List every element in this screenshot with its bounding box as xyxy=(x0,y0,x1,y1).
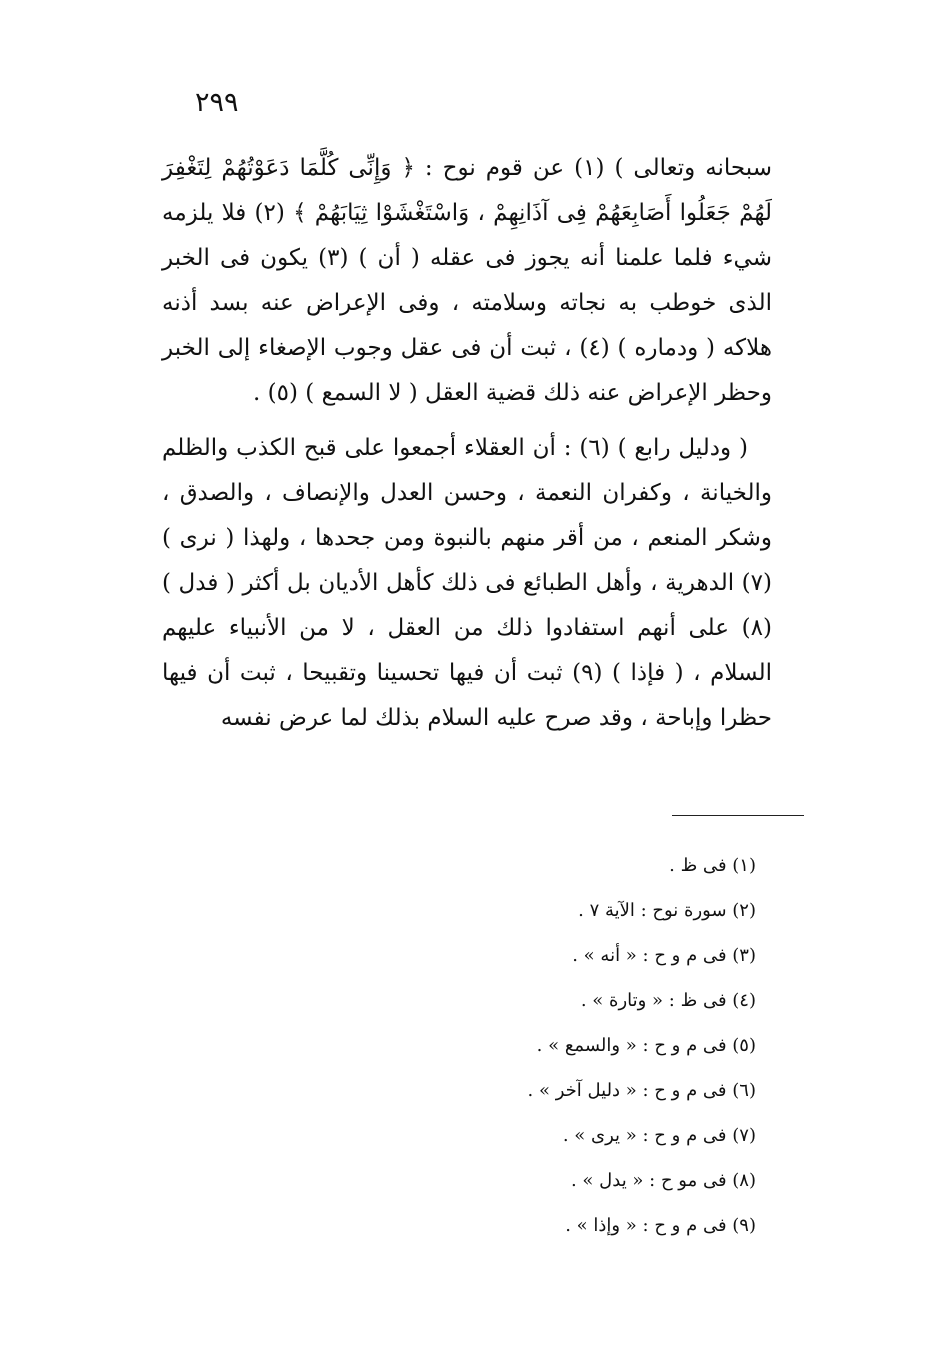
main-text xyxy=(162,146,772,741)
footnotes xyxy=(300,843,756,1248)
footnote-8: (٨) فى مو ح : « يدل » . xyxy=(570,1170,756,1191)
footnote-2: (٢) سورة نوح : الآية ٧ . xyxy=(578,900,756,921)
page-number: ٢٩٩ xyxy=(195,87,239,118)
paragraph-2: ( ودليل رابع ) (٦) : أن العقلاء أجمعوا على قبح الكذب والظلم والخيانة ، وكفران النعمة ، وحسن العدل والإنصاف ، والصدق ، وشكر المنعم ، من أقر منهم بالنبوة ومن جحدها ، ولهذا ( نرى ) (٧) الدهرية ، وأهل الطبائع فى ذلك كأهل الأديان بل أكثر ( فدل ) (٨) على أنهم استفادوا ذلك من العقل ، لا من الأنبياء عليهم السلام ، ( فإذا ) (٩) ثبت أن فيها تحسينا وتقبيحا ، ثبت أن فيها حظرا وإباحة ، وقد صرح عليه السلام بذلك لما عرض نفسه xyxy=(162,435,772,731)
paragraph-1: سبحانه وتعالى ) (١) عن قوم نوح : ﴿ وَإِنِّى كُلَّمَا دَعَوْتُهُمْ لِتَغْفِرَ لَهُمْ جَعَلُوا أَصَابِعَهُمْ فِى آذَانِهِمْ ، وَاسْتَغْشَوْا ثِيَابَهُمْ ﴾ (٢) فلا يلزمه شيء فلما علمنا أنه يجوز فى عقله ( أن ) (٣) يكون فى الخبر الذى خوطب به نجاته وسلامته ، وفى الإعراض عنه بسد أذنه هلاكه ( ودماره ) (٤) ، ثبت أن فى عقل وجوب الإصغاء إلى الخبر وحظر الإعراض عنه ذلك قضية العقل ( لا السمع ) (٥) . xyxy=(162,155,773,406)
footnote-4: (٤) فى ظ : « وتارة » . xyxy=(580,990,756,1011)
footnote-7: (٧) فى م و ح : « يرى » . xyxy=(562,1125,756,1146)
footnote-divider xyxy=(672,815,804,816)
footnote-1: (١) فى ظ . xyxy=(669,855,756,876)
footnote-3: (٣) فى م و ح : « أنه » . xyxy=(572,945,756,966)
footnote-6: (٦) فى م و ح : « دليل آخر » . xyxy=(527,1080,756,1101)
footnote-5: (٥) فى م و ح : « والسمع » . xyxy=(536,1035,756,1056)
footnote-9: (٩) فى م و ح : « وإذا » . xyxy=(565,1215,756,1236)
